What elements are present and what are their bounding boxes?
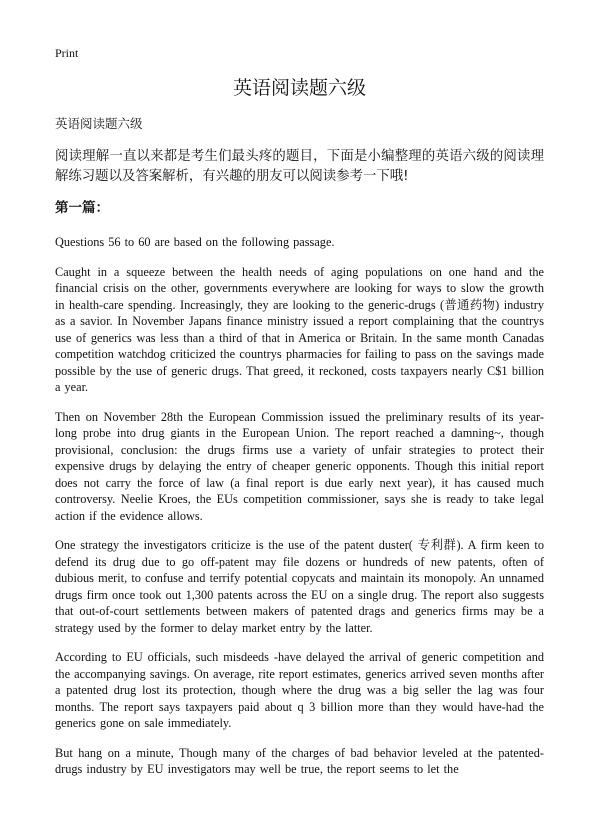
paragraph-questions: Questions 56 to 60 are based on the following passage. <box>55 235 335 249</box>
page-title: 英语阅读题六级 <box>232 77 366 99</box>
intro-paragraph: 阅读理解一直以来都是考生们最头疼的题目，下面是小编整理的英语六级的阅读理解练习题以及答案解析，有兴趣的朋友可以阅读参考一下哦! <box>55 149 544 184</box>
paragraph-5: But hang on a minute, Though many of the charges of bad behavior leveled at the patented-drugs industry by EU investigators may well be true, the report seems to let the <box>55 745 544 776</box>
print-link[interactable]: Print <box>55 46 79 60</box>
paragraph-1: Caught in a squeeze between the health needs of aging populations on one hand and the financial crisis on the other, governments everywhere are looking for ways to slow the growth in health-care spending. Increasingly, they are looking to the generic-drugs (普通药物) industry as a savior. In November Japans finance ministry issued a report complaining that the countrys use of generics was less than a third of that in America or Britain. In the same month Canadas competition watchdog criticized the countrys pharmacies for failing to pass on the savings made possible by the use of generic drugs. That greed, it reckoned, costs taxpayers nearly C$1 billion a year. <box>55 264 544 394</box>
section-heading: 第一篇： <box>55 200 109 216</box>
paragraph-3: One strategy the investigators criticize is the use of the patent duster( 专利群). A firm keen to defend its drug due to go off-patent may file dozens or hundreds of new patents, often of dubious merit, to confuse and terrify potential copycats and maintain its monopoly. An unnamed drugs firm once took out 1,300 patents across the EU on a single drug. The report also suggests that out-of-court settlements between makers of patented drags and generics firms may be a strategy used by the former to delay market entry by the latter. <box>55 538 544 635</box>
paragraph-2: Then on November 28th the European Commission issued the preliminary results of its year-long probe into drug giants in the European Union. The report reached a damning~, though provisional, conclusion: the drugs firms use a variety of unfair strategies to protect their expensive drugs by delaying the entry of cheaper generic opponents. Though this initial report does not carry the force of law (a final report is due early next year), it has caused much controversy. Neelie Kroes, the EUs competition commissioner, says she is ready to take legal action if the evidence allows. <box>55 409 544 523</box>
sub-title: 英语阅读题六级 <box>55 116 143 131</box>
paragraph-4: According to EU officials, such misdeeds -have delayed the arrival of generic competition and the accompanying savings. On average, rite report estimates, generics arrived seven months after a patented drug lost its protection, though where the drug was a big seller the lag was four months. The report says taxpayers paid about q 3 billion more than they would have-had the generics gone on sale immediately. <box>55 650 545 730</box>
